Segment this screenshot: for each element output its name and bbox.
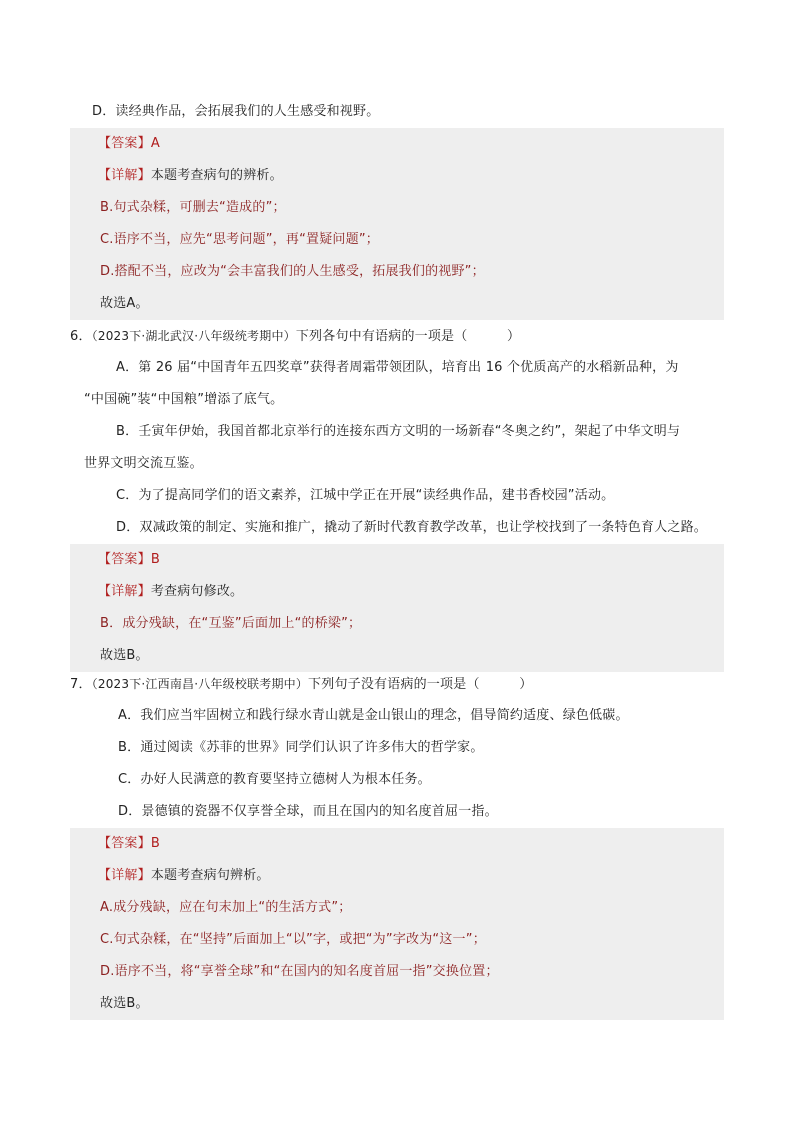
q6-option-c: C．为了提高同学们的语文素养，江城中学正在开展“读经典作品，建书香校园”活动。 [116, 488, 615, 503]
q6-option-d: D．双减政策的制定、实施和推广，撬动了新时代教育教学改革，也让学校找到了一条特色育人之路。 [116, 520, 708, 535]
q6-option-a-2: “中国碗”装“中国粮”增添了底气。 [84, 392, 284, 407]
q6-conclusion: 故选B。 [70, 640, 724, 672]
q5-analysis-3: D.搭配不当，应改为“会丰富我们的人生感受，拓展我们的视野”； [70, 256, 724, 288]
q7-detail [70, 860, 724, 892]
q6-option-b-2: 世界文明交流互鉴。 [84, 456, 203, 471]
q7-option-b: B．通过阅读《苏菲的世界》同学们认识了许多伟大的哲学家。 [118, 740, 484, 755]
q5-option-d: D．读经典作品，会拓展我们的人生感受和视野。 [92, 104, 380, 119]
q5-answer [70, 128, 724, 160]
q7-source: （2023下·江西南昌·八年级校联考期中） [91, 677, 309, 691]
q7-analysis-2: C.句式杂糅，在“坚持”后面加上“以”字，或把“为”字改为“这一”； [70, 924, 724, 956]
answer-value: A [150, 136, 160, 151]
q7-answer [70, 828, 724, 860]
answer-label: 【答案】 [98, 552, 151, 567]
q7-stem: 下列句子没有语病的一项是（ ） [308, 677, 533, 692]
q6-stem: 下列各句中有语病的一项是（ ） [295, 329, 521, 344]
q6-analysis-1: B．成分残缺，在“互鉴”后面加上“的桥梁”； [70, 608, 724, 640]
q6-option-b-1: B．壬寅年伊始，我国首都北京举行的连接东西方文明的一场新春“冬奥之约”，架起了中华文明与 [116, 424, 681, 439]
q5-conclusion: 故选A。 [70, 288, 724, 320]
detail-text: 考查病句修改。 [150, 584, 244, 599]
answer-value: B [150, 552, 160, 567]
q7-analysis-1: A.成分残缺，应在句末加上“的生活方式”； [70, 892, 724, 924]
q6-number: 6． [70, 329, 92, 344]
q7-option-c: C．办好人民满意的教育要坚持立德树人为根本任务。 [118, 772, 431, 787]
detail-label: 【详解】 [98, 168, 151, 183]
q6-answer [70, 544, 724, 576]
q6-stem-line [70, 320, 724, 352]
q7-number: 7． [70, 677, 92, 692]
answer-label: 【答案】 [98, 836, 151, 851]
q7-conclusion: 故选B。 [70, 988, 724, 1020]
q7-analysis-3: D.语序不当，将“享誉全球”和“在国内的知名度首屈一指”交换位置； [70, 956, 724, 988]
detail-text: 本题考查病句的辨析。 [150, 168, 283, 183]
q6-source: （2023下·湖北武汉·八年级统考期中） [91, 329, 296, 343]
q7-stem-line [70, 668, 724, 700]
answer-value: B [150, 836, 160, 851]
answer-label: 【答案】 [98, 136, 151, 151]
q6-option-a-1: A．第 26 届“中国青年五四奖章”获得者周霜带领团队，培育出 16 个优质高产的水稻新品种，为 [116, 360, 679, 375]
detail-label: 【详解】 [98, 584, 151, 599]
q5-analysis-1: B.句式杂糅，可删去“造成的”； [70, 192, 724, 224]
q5-detail [70, 160, 724, 192]
q5-analysis-2: C.语序不当，应先“思考问题”，再“置疑问题”； [70, 224, 724, 256]
detail-label: 【详解】 [98, 868, 151, 883]
q6-detail [70, 576, 724, 608]
q7-option-d: D．景德镇的瓷器不仅享誉全球，而且在国内的知名度首屈一指。 [118, 804, 498, 819]
q7-option-a: A．我们应当牢固树立和践行绿水青山就是金山银山的理念，倡导简约适度、绿色低碳。 [118, 708, 629, 723]
detail-text: 本题考查病句辨析。 [150, 868, 270, 883]
